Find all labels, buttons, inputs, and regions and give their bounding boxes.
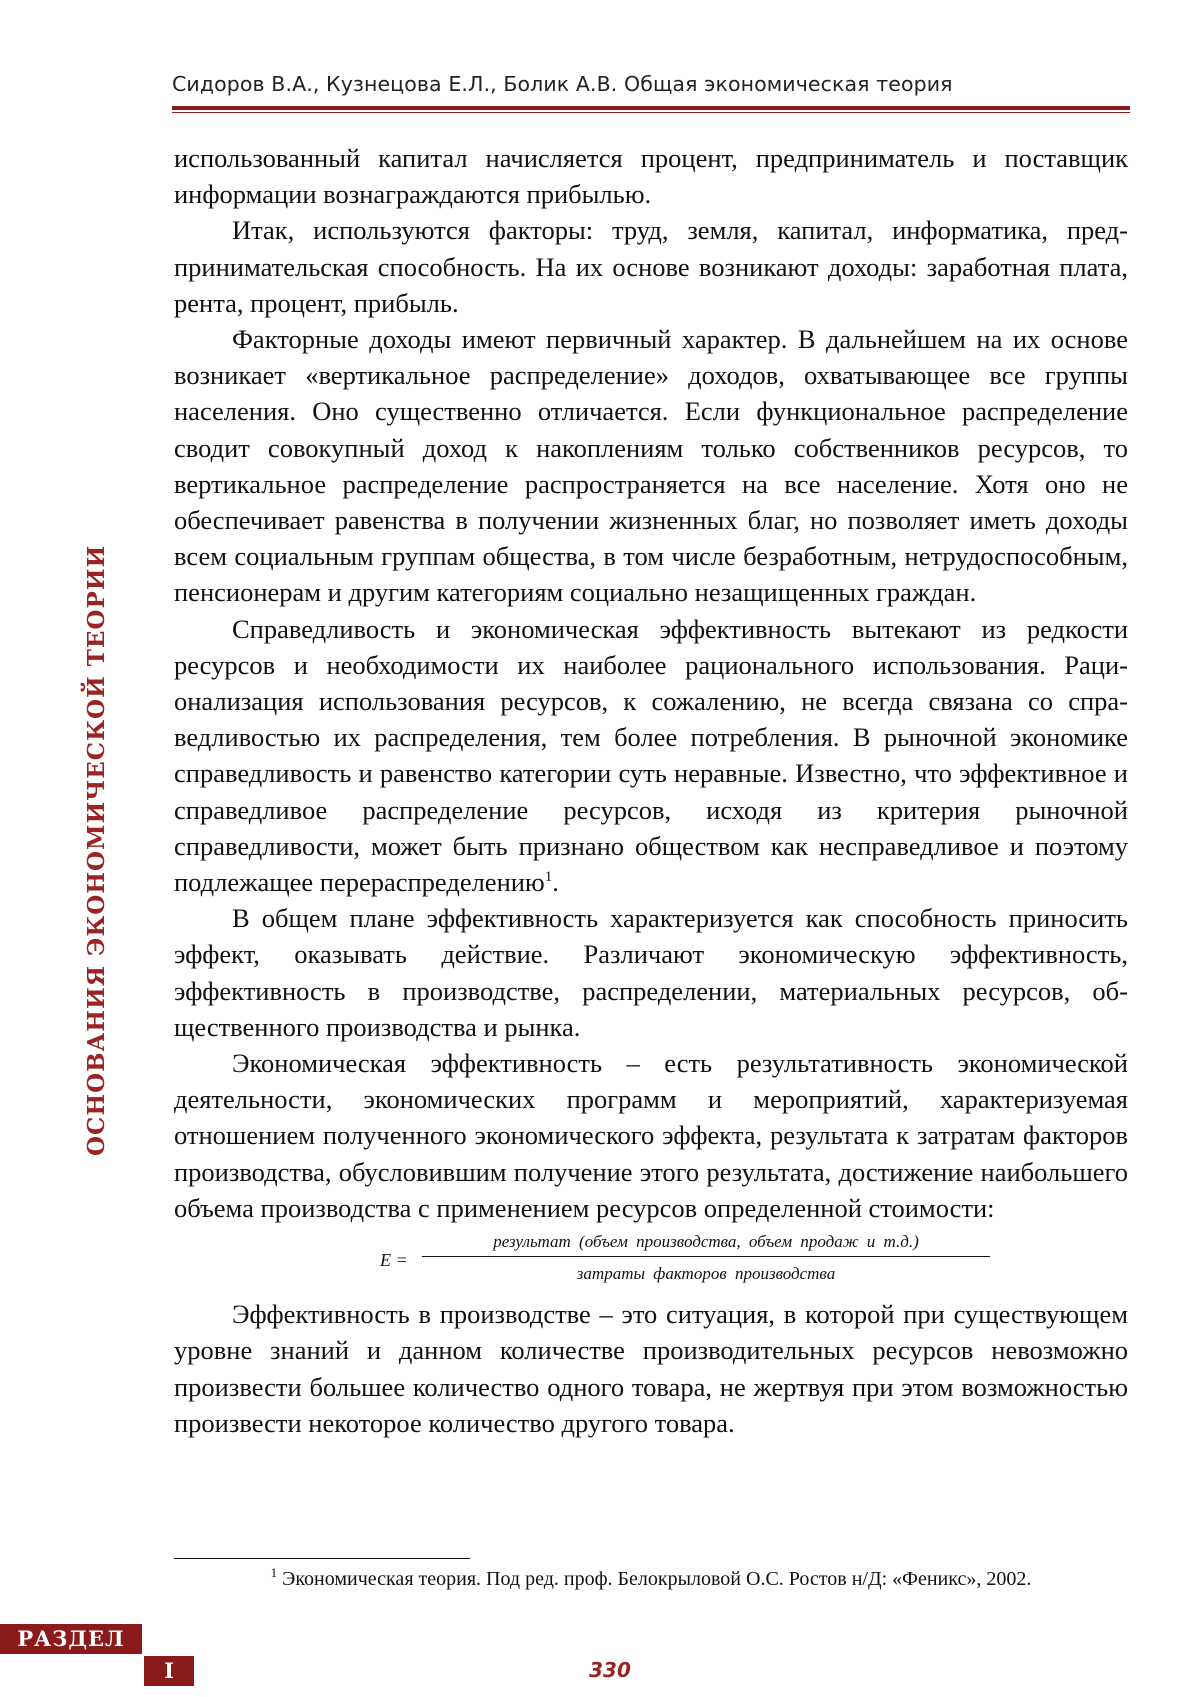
paragraph-4-text: Справедливость и экономическая эффективность вытекают из редкости ресурсов и необходимости их наиболее рационального использования. Рационализация использования ресурсов, к сожалению, не всегда связана со справедливостью их распределения, тем более потребления. В рыночной экономике справедливость и равенство категории суть неравные. Известно, что эффективное и справедливое распределение ресурсов, исходя из критерия рыночной справедливости, может быть признано обществом как несправедливое и поэтому подлежащее перераспределению xyxy=(174,613,1128,898)
running-header-title: Сидоров В.А., Кузнецова Е.Л., Болик А.В. Общая экономическая теория xyxy=(172,72,953,96)
paragraph-4-tail: . xyxy=(552,867,559,898)
paragraph-1: использованный капитал начисляется процент, предприниматель и поставщик информации вознаграждаются прибылью. xyxy=(174,143,1128,210)
paragraph-5: В общем плане эффективность характеризуется как способность приносить эффект, оказывать действие. Различают экономическую эффективность, эффективность в производстве, распределении, материальных ресурсов, общественного производства и рынка. xyxy=(174,903,1128,1042)
efficiency-formula xyxy=(174,1232,1128,1296)
header-rule-thin xyxy=(172,112,1130,113)
header-rule-thick xyxy=(172,106,1130,110)
vertical-section-title: ОСНОВАНИЯ ЭКОНОМИЧЕСКОЙ ТЕОРИИ xyxy=(83,544,110,1156)
formula-denominator: затраты факторов производства xyxy=(576,1264,836,1284)
footnote-reference[interactable]: 1 xyxy=(544,869,553,886)
paragraph-3: Факторные доходы имеют первичный характер. В дальнейшем на их основе возникает «вертикальное распределение» доходов, охватывающее все группы населения. Оно существенно отличается. Если функциональное распределение сводит совокупный доход к накоплениям только собственников ресурсов, то вертикальное распределение распространяется на все население. Хотя оно не обеспечивает равенства в получении жизненных благ, но позволяет иметь доходы всем социальным группам общества, в том числе безработным, нетрудоспособным, пенсионерам и другим категориям социально незащищенных граждан. xyxy=(174,324,1128,608)
paragraph-4 xyxy=(174,611,1128,901)
paragraph-7: Эффективность в производстве – это ситуация, в которой при существующем уровне знаний и данном количестве производительных ресурсов невозможно произвести большее количество одного товара, не жертвуя при этом возможностью произвести некоторое количество другого товара. xyxy=(174,1299,1128,1438)
footnote xyxy=(174,1566,1128,1592)
section-badge: РАЗДЕЛ xyxy=(0,1624,142,1654)
paragraph-6: Экономическая эффективность – есть результативность экономической деятельности, экономических программ и мероприятий, характеризуемая отношением полученного экономического эффекта, результата к затратам факторов производства, обусловившим получение этого результата, достижение наибольшего объема производства с применением ресурсов определенной стоимости: xyxy=(174,1048,1128,1223)
footnote-separator xyxy=(174,1558,470,1559)
footnote-text: Экономическая теория. Под ред. проф. Белокрыловой О.С. Ростов н/Д: «Феникс», 2002. xyxy=(277,1568,1032,1590)
formula-numerator: результат (объем производства, объем продаж и т.д.) xyxy=(493,1232,919,1252)
formula-lhs: E = xyxy=(380,1250,408,1271)
main-text xyxy=(174,140,1128,1441)
footnote-marker: 1 xyxy=(270,1565,278,1580)
section-number: I xyxy=(144,1656,194,1686)
paragraph-2: Итак, используются факторы: труд, земля, капитал, информатика, предпринимательская способность. На их основе возникают доходы: заработная плата, рента, процент, прибыль. xyxy=(174,215,1128,318)
formula-fraction-bar xyxy=(422,1256,990,1257)
page-number: 330 xyxy=(589,1658,631,1682)
